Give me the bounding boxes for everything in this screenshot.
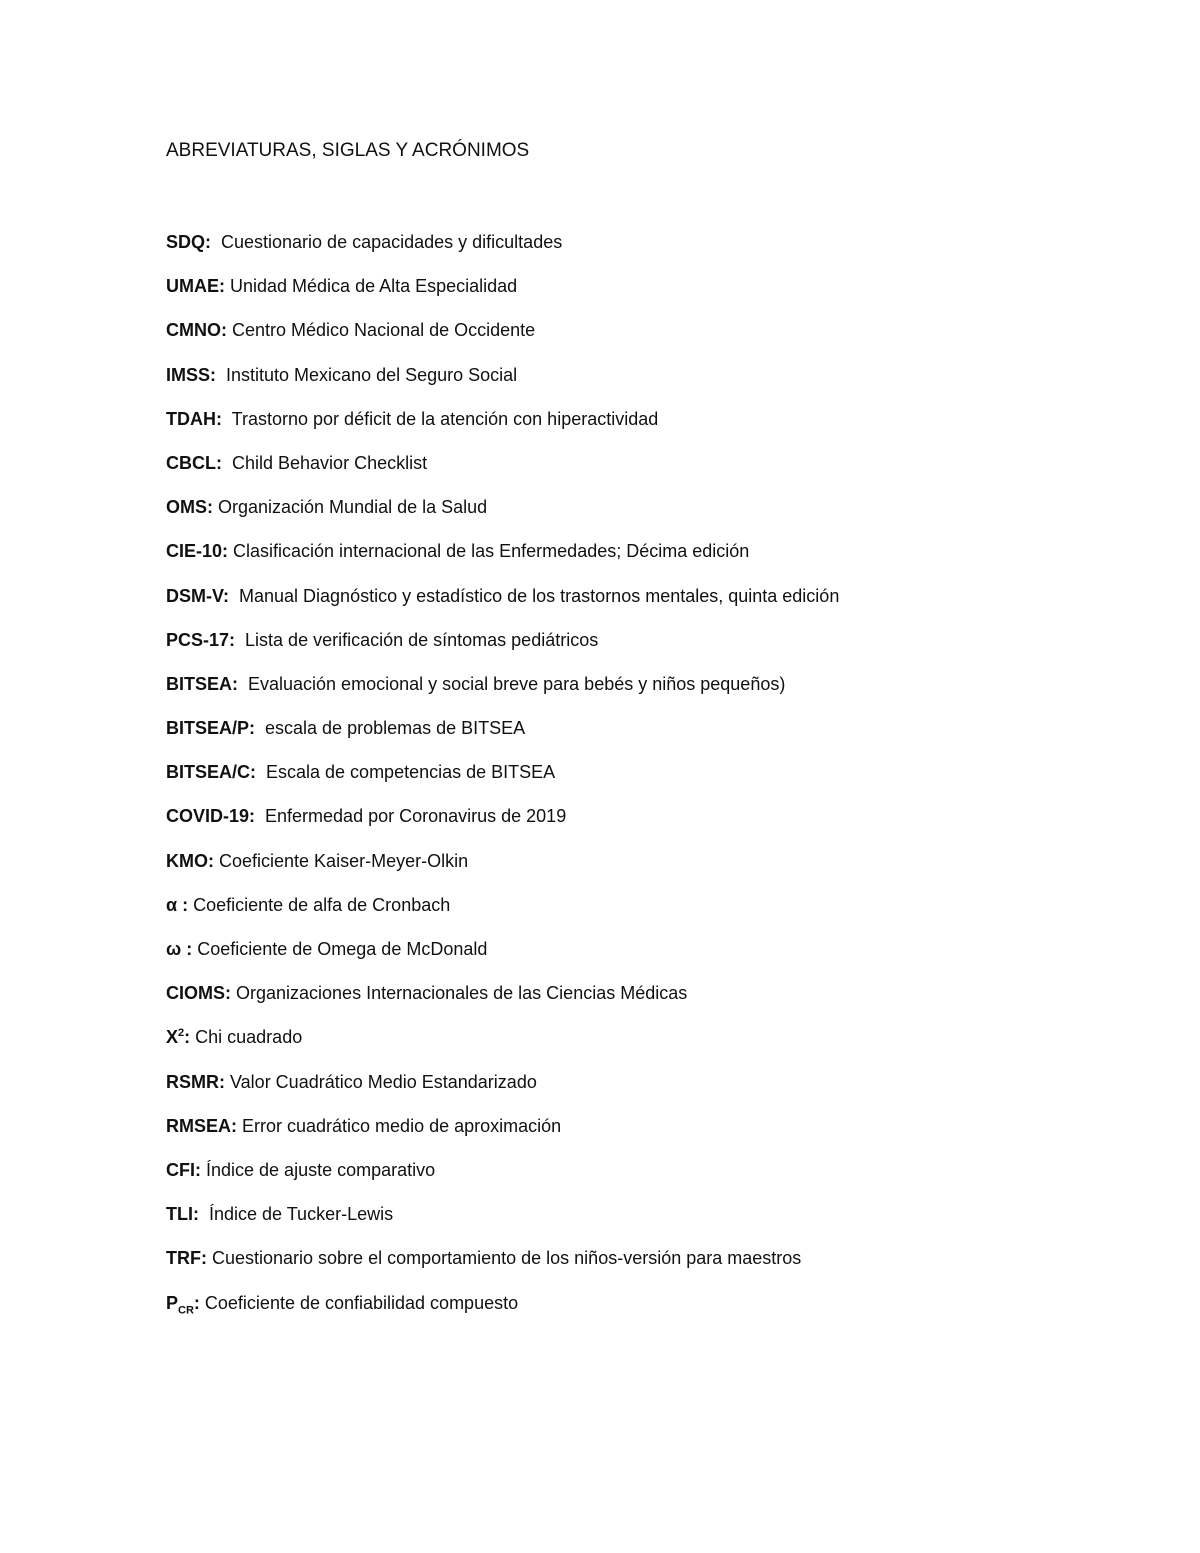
abbreviation-term-text: IMSS: bbox=[166, 364, 217, 385]
abbreviation-definition: escala de problemas de BITSEA bbox=[255, 718, 526, 739]
abbreviation-definition: Evaluación emocional y social breve para bebés y niños pequeños) bbox=[238, 673, 786, 694]
abbreviation-term bbox=[166, 1027, 190, 1047]
abbreviation-term bbox=[166, 851, 214, 871]
abbreviation-term bbox=[166, 1072, 225, 1092]
abbreviation-definition: Cuestionario sobre el comportamiento de los niños-versión para maestros bbox=[206, 1248, 802, 1269]
abbreviation-entry bbox=[166, 803, 839, 847]
abbreviation-term bbox=[166, 320, 227, 340]
abbreviation-term-tail: : bbox=[193, 1292, 200, 1313]
abbreviation-definition: Índice de Tucker-Lewis bbox=[199, 1204, 394, 1225]
abbreviation-definition: Instituto Mexicano del Seguro Social bbox=[216, 364, 518, 385]
abbreviation-entry bbox=[166, 450, 839, 494]
abbreviation-term bbox=[166, 762, 256, 782]
abbreviation-definition: Unidad Médica de Alta Especialidad bbox=[225, 276, 518, 297]
abbreviation-term bbox=[166, 276, 225, 296]
abbreviation-term-text: UMAE: bbox=[166, 276, 225, 297]
abbreviation-term bbox=[166, 983, 231, 1003]
abbreviation-term-tail: : bbox=[184, 1027, 191, 1048]
abbreviation-definition: Enfermedad por Coronavirus de 2019 bbox=[255, 806, 567, 827]
abbreviation-entry bbox=[166, 406, 839, 450]
abbreviation-term-text: RSMR: bbox=[166, 1071, 225, 1092]
abbreviation-definition: Escala de competencias de BITSEA bbox=[256, 762, 556, 783]
abbreviation-term-text: BITSEA: bbox=[166, 673, 238, 694]
abbreviation-definition: Centro Médico Nacional de Occidente bbox=[227, 320, 536, 341]
abbreviation-term-text: α : bbox=[166, 894, 189, 915]
abbreviation-definition: Coeficiente Kaiser-Meyer-Olkin bbox=[214, 850, 469, 871]
abbreviation-term-text: DSM-V: bbox=[166, 585, 229, 606]
abbreviation-term bbox=[166, 1204, 199, 1224]
abbreviation-list bbox=[166, 229, 839, 1334]
abbreviation-entry bbox=[166, 715, 839, 759]
abbreviation-term bbox=[166, 232, 211, 252]
abbreviation-term-text: X bbox=[166, 1027, 179, 1048]
abbreviation-entry bbox=[166, 229, 839, 273]
abbreviation-term bbox=[166, 1160, 201, 1180]
abbreviation-entry bbox=[166, 1024, 839, 1068]
abbreviation-term-text: CIOMS: bbox=[166, 983, 231, 1004]
abbreviation-definition: Índice de ajuste comparativo bbox=[201, 1159, 436, 1180]
abbreviation-term-text: TDAH: bbox=[166, 408, 222, 429]
abbreviation-definition: Trastorno por déficit de la atención con hiperactividad bbox=[222, 408, 659, 429]
abbreviation-term bbox=[166, 1116, 237, 1136]
abbreviation-term bbox=[166, 674, 238, 694]
abbreviation-term-text: P bbox=[166, 1292, 179, 1313]
abbreviation-definition: Clasificación internacional de las Enfermedades; Décima edición bbox=[228, 541, 750, 562]
abbreviation-term-text: BITSEA/C: bbox=[166, 762, 256, 783]
abbreviation-entry bbox=[166, 627, 839, 671]
abbreviation-entry bbox=[166, 759, 839, 803]
abbreviation-term bbox=[166, 453, 222, 473]
abbreviation-entry bbox=[166, 1290, 839, 1334]
abbreviation-entry bbox=[166, 892, 839, 936]
abbreviation-entry bbox=[166, 583, 839, 627]
abbreviation-entry bbox=[166, 362, 839, 406]
abbreviation-entry bbox=[166, 1245, 839, 1289]
subscript: CR bbox=[178, 1304, 194, 1317]
abbreviation-term bbox=[166, 541, 228, 561]
superscript: 2 bbox=[178, 1027, 185, 1040]
abbreviation-term-text: CMNO: bbox=[166, 320, 227, 341]
abbreviation-term bbox=[166, 497, 213, 517]
abbreviation-definition: Error cuadrático medio de aproximación bbox=[237, 1115, 562, 1136]
page-title: ABREVIATURAS, SIGLAS Y ACRÓNIMOS bbox=[166, 140, 530, 161]
abbreviation-term-text: OMS: bbox=[166, 497, 213, 518]
abbreviation-term bbox=[166, 1248, 207, 1268]
abbreviation-term bbox=[166, 895, 188, 915]
abbreviation-definition: Lista de verificación de síntomas pediátricos bbox=[235, 629, 599, 650]
abbreviation-entry bbox=[166, 936, 839, 980]
abbreviation-term bbox=[166, 365, 216, 385]
abbreviation-entry bbox=[166, 538, 839, 582]
abbreviation-entry bbox=[166, 494, 839, 538]
abbreviation-entry bbox=[166, 671, 839, 715]
abbreviation-term-text: KMO: bbox=[166, 850, 214, 871]
abbreviation-definition: Cuestionario de capacidades y dificultades bbox=[211, 232, 563, 252]
abbreviation-term bbox=[166, 586, 229, 606]
abbreviation-entry bbox=[166, 317, 839, 361]
abbreviation-definition: Organizaciones Internacionales de las Ciencias Médicas bbox=[231, 983, 688, 1004]
abbreviation-term bbox=[166, 939, 192, 959]
abbreviation-entry bbox=[166, 273, 839, 317]
abbreviation-term-text: BITSEA/P: bbox=[166, 718, 256, 739]
abbreviation-definition: Coeficiente de alfa de Cronbach bbox=[188, 894, 451, 915]
abbreviation-term-text: PCS-17: bbox=[166, 629, 236, 650]
abbreviation-entry bbox=[166, 848, 839, 892]
abbreviation-entry bbox=[166, 1069, 839, 1113]
abbreviation-term bbox=[166, 718, 255, 738]
abbreviation-entry bbox=[166, 1113, 839, 1157]
abbreviation-term bbox=[166, 409, 222, 429]
abbreviation-entry bbox=[166, 1201, 839, 1245]
abbreviation-definition: Coeficiente de confiabilidad compuesto bbox=[199, 1292, 519, 1313]
abbreviation-term-text: CBCL: bbox=[166, 452, 222, 473]
abbreviation-term-text: CFI: bbox=[166, 1159, 201, 1180]
abbreviation-definition: Valor Cuadrático Medio Estandarizado bbox=[225, 1071, 537, 1092]
abbreviation-term-text: SDQ: bbox=[166, 232, 211, 252]
abbreviation-term-text: TLI: bbox=[166, 1204, 199, 1225]
abbreviation-term-text: CIE-10: bbox=[166, 541, 229, 562]
abbreviation-entry bbox=[166, 1157, 839, 1201]
abbreviation-definition: Organización Mundial de la Salud bbox=[213, 497, 488, 518]
abbreviation-term bbox=[166, 806, 255, 826]
abbreviation-definition: Manual Diagnóstico y estadístico de los trastornos mentales, quinta edición bbox=[229, 585, 840, 606]
abbreviation-term-text: COVID-19: bbox=[166, 806, 256, 827]
abbreviation-term-text: RMSEA: bbox=[166, 1115, 237, 1136]
abbreviation-term bbox=[166, 1292, 200, 1317]
abbreviation-definition: Chi cuadrado bbox=[190, 1027, 303, 1048]
abbreviation-term bbox=[166, 630, 235, 650]
abbreviation-definition: Coeficiente de Omega de McDonald bbox=[192, 939, 488, 959]
abbreviation-term-text: ω : bbox=[166, 939, 193, 959]
abbreviation-definition: Child Behavior Checklist bbox=[222, 452, 428, 473]
abbreviation-term-text: TRF: bbox=[166, 1248, 207, 1269]
abbreviation-entry bbox=[166, 980, 839, 1024]
